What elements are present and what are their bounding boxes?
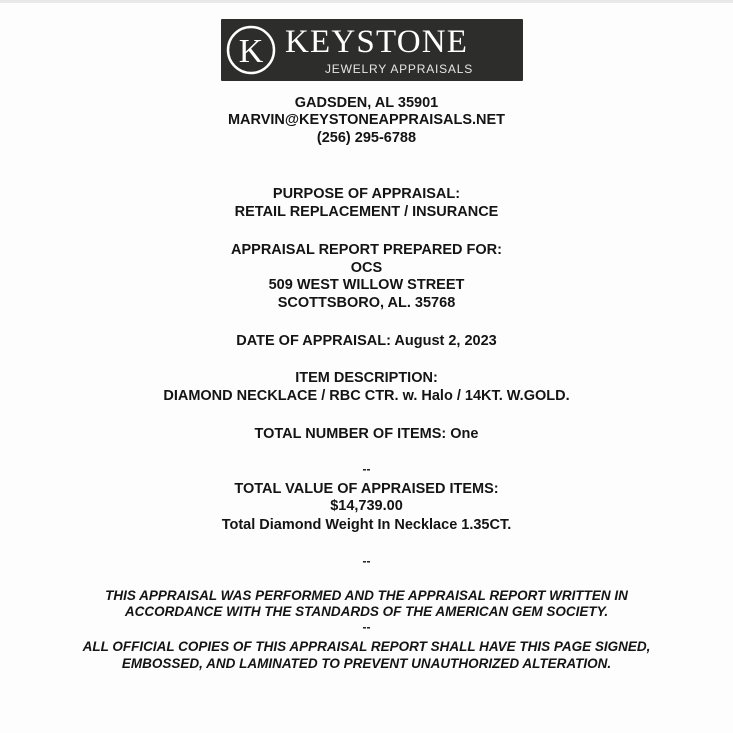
prepared-for-street: 509 WEST WILLOW STREET [268, 277, 465, 293]
notice-line: ALL OFFICIAL COPIES OF THIS APPRAISAL REPORT SHALL HAVE THIS PAGE SIGNED, [82, 639, 651, 654]
logo-name: KEYSTONE [285, 24, 469, 60]
appraisal-date: DATE OF APPRAISAL: August 2, 2023 [236, 333, 497, 349]
item-description-label: ITEM DESCRIPTION: [295, 370, 438, 386]
logo-subtitle: JEWELRY APPRAISALS [325, 62, 474, 76]
total-value-amount: $14,739.00 [330, 498, 403, 514]
keystone-k-emblem-icon [225, 24, 277, 76]
separator: -- [362, 462, 371, 476]
separator: -- [362, 554, 371, 568]
keystone-logo [221, 19, 523, 81]
total-items: TOTAL NUMBER OF ITEMS: One [254, 426, 479, 442]
total-value-label: TOTAL VALUE OF APPRAISED ITEMS: [234, 481, 499, 497]
page-top-edge [0, 0, 733, 3]
purpose-value: RETAIL REPLACEMENT / INSURANCE [234, 204, 499, 220]
item-description-value: DIAMOND NECKLACE / RBC CTR. w. Halo / 14KT. W.GOLD. [163, 388, 570, 404]
diamond-weight: Total Diamond Weight In Necklace 1.35CT. [221, 517, 512, 533]
prepared-for-name: OCS [350, 260, 383, 276]
prepared-for-city: SCOTTSBORO, AL. 35768 [277, 295, 456, 311]
contact-email: MARVIN@KEYSTONEAPPRAISALS.NET [227, 112, 506, 128]
notice-line: THIS APPRAISAL WAS PERFORMED AND THE APPRAISAL REPORT WRITTEN IN [105, 588, 628, 603]
logo-mark-letter: K [238, 33, 264, 70]
notice-line: EMBOSSED, AND LAMINATED TO PREVENT UNAUTHORIZED ALTERATION. [121, 656, 612, 671]
purpose-label: PURPOSE OF APPRAISAL: [272, 186, 461, 202]
contact-city: GADSDEN, AL 35901 [294, 95, 439, 111]
notice-line: ACCORDANCE WITH THE STANDARDS OF THE AMERICAN GEM SOCIETY. [124, 604, 609, 619]
contact-phone: (256) 295-6788 [316, 130, 417, 146]
separator: -- [362, 620, 371, 634]
prepared-for-label: APPRAISAL REPORT PREPARED FOR: [231, 242, 502, 258]
